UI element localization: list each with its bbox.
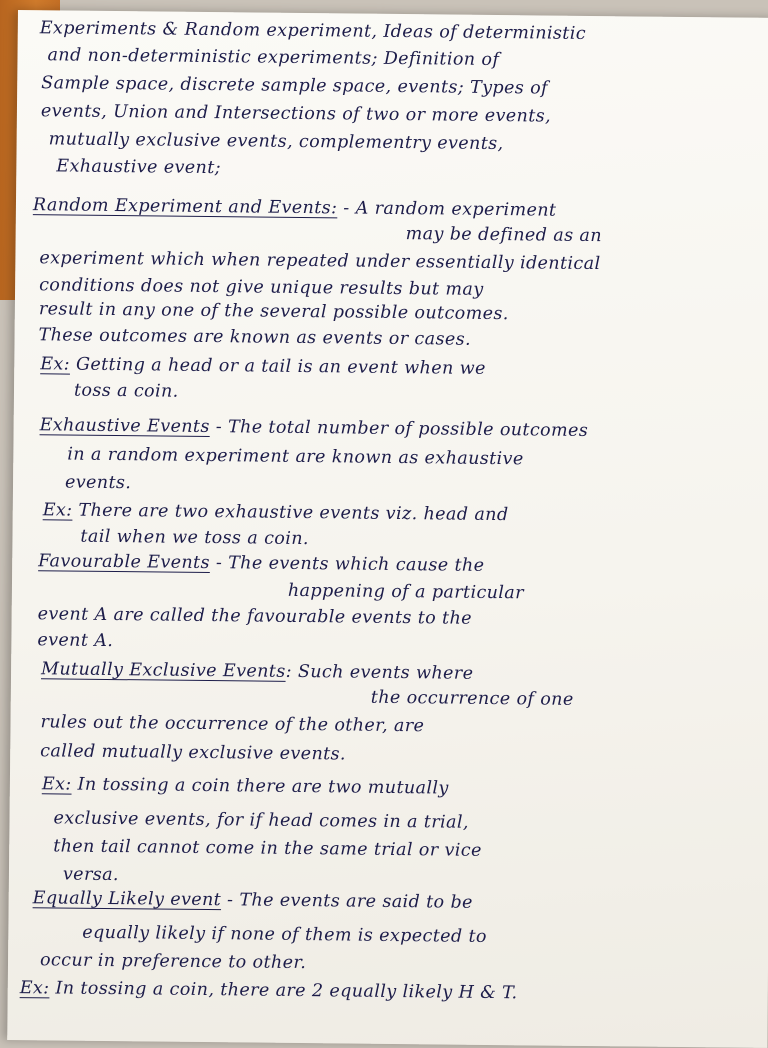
note-line — [53, 836, 482, 860]
note-line — [37, 630, 113, 651]
line-text: events. — [64, 472, 132, 494]
line-text: - The events are said to be — [221, 890, 473, 913]
note-line — [33, 888, 473, 913]
note-line — [39, 275, 484, 300]
note-line — [40, 354, 486, 379]
line-text: called mutually exclusive events. — [40, 741, 347, 765]
section-heading: Random Experiment and Events: — [32, 195, 338, 219]
note-line — [40, 950, 306, 973]
note-line — [40, 18, 586, 44]
line-text: happening of a particular — [287, 580, 525, 604]
note-line — [80, 527, 309, 549]
note-line — [56, 156, 221, 178]
line-text: in a random experiment are known as exhaustive — [67, 444, 524, 470]
line-text: : Such events where — [285, 661, 474, 684]
note-line — [40, 712, 424, 736]
line-text: Getting a head or a tail is an event when we — [69, 354, 486, 379]
note-line — [47, 45, 499, 70]
note-line — [41, 101, 551, 126]
line-text: conditions does not give unique results but may — [39, 275, 484, 300]
line-text: Experiments & Random experiment, Ideas of deterministic — [39, 18, 587, 44]
note-line — [38, 604, 473, 629]
line-text: may be defined as an — [405, 224, 603, 247]
note-line — [371, 688, 574, 710]
line-text: In tossing a coin, there are 2 equally likely H & T. — [49, 978, 518, 1004]
handwritten-notes — [18, 10, 768, 1004]
line-text: and non-deterministic experiments; Definition of — [47, 45, 500, 71]
note-line — [38, 551, 484, 576]
note-line — [40, 415, 589, 441]
note-line — [39, 248, 600, 274]
line-text: tail when we toss a coin. — [80, 526, 310, 550]
section-heading: Ex: — [40, 354, 71, 375]
note-line — [82, 923, 487, 947]
section-heading: Favourable Events — [38, 551, 211, 574]
note-line — [41, 73, 548, 98]
line-text: mutually exclusive events, complementry events, — [48, 129, 504, 155]
line-text: There are two exhaustive events viz. head and — [72, 500, 509, 526]
section-heading: Ex: — [41, 774, 72, 795]
section-heading: Equally Likely event — [32, 888, 222, 911]
line-text: the occurrence of one — [370, 687, 574, 710]
section-heading: Ex: — [42, 500, 73, 521]
line-text: Sample space, discrete sample space, events; Types of — [41, 73, 549, 99]
section-heading: Mutually Exclusive Events — [40, 659, 286, 682]
line-text: result in any one of the several possible outcomes. — [38, 299, 509, 325]
note-line — [38, 325, 471, 350]
line-text: - The total number of possible outcomes — [209, 417, 589, 441]
note-line — [20, 978, 518, 1003]
note-line — [65, 473, 131, 494]
note-line — [67, 445, 524, 470]
line-text: event A are called the favourable events to the — [37, 604, 473, 629]
note-line — [53, 808, 469, 832]
line-text: then tail cannot come in the same trial or vice — [53, 836, 482, 861]
note-line — [42, 774, 449, 798]
line-text: experiment which when repeated under essentially identical — [39, 248, 601, 275]
note-line — [74, 381, 179, 402]
note-line — [40, 741, 346, 764]
line-text: toss a coin. — [73, 380, 179, 402]
section-heading: Exhaustive Events — [39, 415, 210, 438]
note-line — [33, 195, 557, 220]
line-text: occur in preference to other. — [39, 950, 307, 974]
note-line — [288, 581, 524, 603]
notebook-page — [7, 10, 768, 1048]
line-text: exclusive events, for if head comes in a trial, — [53, 808, 469, 833]
line-text: equally likely if none of them is expected to — [82, 922, 488, 947]
note-line — [63, 865, 119, 886]
note-line — [43, 500, 509, 525]
line-text: These outcomes are known as events or cases. — [38, 325, 472, 350]
note-line — [41, 659, 473, 684]
line-text: In tossing a coin there are two mutually — [71, 774, 449, 799]
note-line — [39, 299, 509, 324]
note-line — [406, 224, 603, 246]
line-text: - The events which cause the — [209, 553, 485, 576]
line-text: event A. — [37, 630, 114, 652]
section-heading: Ex: — [19, 978, 50, 999]
line-text: rules out the occurrence of the other, are — [40, 712, 425, 737]
line-text: Exhaustive event; — [56, 156, 222, 179]
line-text: events, Union and Intersections of two or more events, — [40, 101, 552, 127]
line-text: versa. — [62, 864, 120, 886]
line-text: - A random experiment — [337, 198, 557, 221]
note-line — [49, 129, 504, 154]
